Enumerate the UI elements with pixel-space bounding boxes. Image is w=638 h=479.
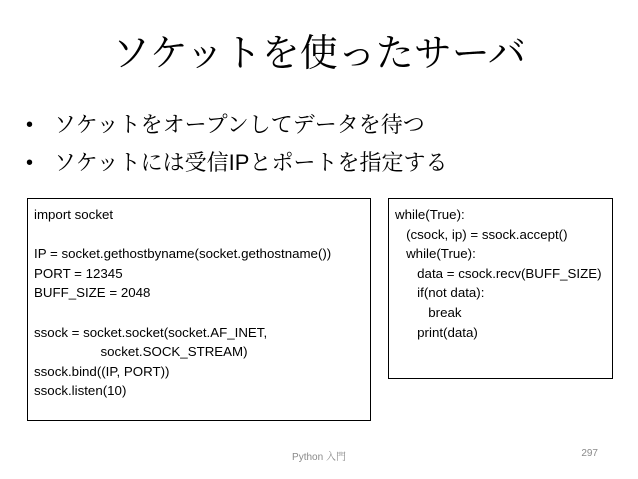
code-line: (csock, ip) = ssock.accept() [395, 226, 568, 242]
code-line: while(True): [395, 246, 476, 262]
code-block-server-setup [27, 198, 371, 421]
code-line: IP = socket.gethostbyname(socket.gethostname()) [34, 246, 332, 262]
code-line [34, 303, 370, 323]
slide-title: ソケットを使ったサーバ [112, 33, 526, 75]
code-block-receive-loop [388, 198, 613, 379]
bullet-item [26, 144, 447, 182]
code-line: ssock.listen(10) [34, 383, 127, 399]
code-line: ssock.bind((IP, PORT)) [34, 363, 170, 379]
bullet-text: ソケットをオープンしてデータを待つ [54, 112, 425, 137]
code-line: ssock = socket.socket(socket.AF_INET, [34, 324, 268, 340]
code-line: import socket [34, 207, 114, 222]
bullet-dot-icon: • [26, 114, 34, 136]
code-line: data = csock.recv(BUFF_SIZE) [395, 265, 602, 281]
code-line: break [395, 304, 462, 320]
bullet-dot-icon: • [26, 152, 34, 174]
bullet-text: ソケットには受信IPとポートを指定する [54, 150, 448, 175]
code-line: print(data) [395, 324, 478, 340]
page-number: 297 [581, 448, 598, 459]
bullet-list [26, 106, 447, 182]
code-line: while(True): [395, 207, 465, 222]
code-line [34, 225, 370, 245]
code-line: if(not data): [395, 285, 485, 301]
bullet-item [26, 106, 447, 144]
code-line: socket.SOCK_STREAM) [34, 344, 248, 360]
code-line: PORT = 12345 [34, 265, 123, 281]
footer-course-title: Python 入門 [292, 452, 346, 463]
code-line: BUFF_SIZE = 2048 [34, 285, 151, 301]
